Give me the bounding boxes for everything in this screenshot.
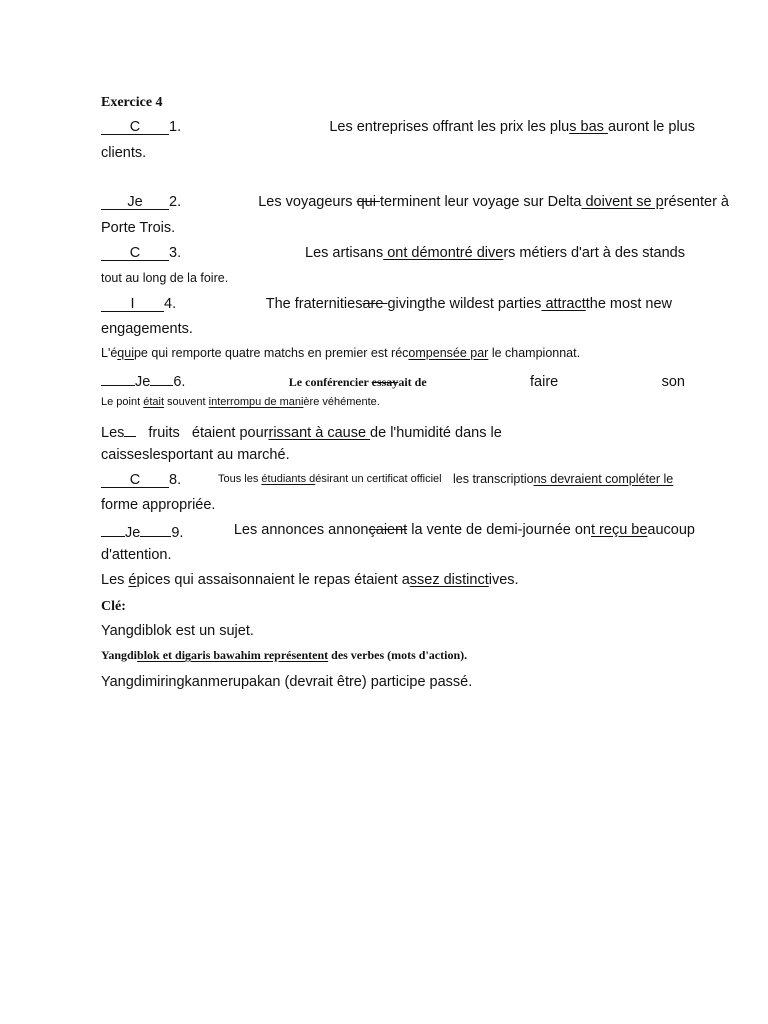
sentence-10: Les épices qui assaisonnaient le repas étaient assez distinctives.: [101, 572, 519, 588]
item-4: I 4. The fraternitiesare givingthe wildest parties attractthe most new: [101, 296, 672, 312]
item-6-continuation: Le point était souvent interrompu de manière véhémente.: [101, 396, 380, 408]
sentence-text: Le conférencier essayait de: [288, 375, 427, 389]
answer-blank-1[interactable]: C: [101, 120, 169, 135]
sentence-text: The fraternitiesare givingthe wildest parties attractthe most new: [265, 296, 672, 312]
answer-blank-8[interactable]: C: [101, 473, 169, 488]
exercise-title: Exercice 4: [101, 95, 163, 110]
item-7-continuation: caisseslesportant au marché.: [101, 447, 290, 463]
item-2-continuation: Porte Trois.: [101, 220, 176, 236]
item-1-continuation: clients.: [101, 145, 147, 161]
answer-blank-4[interactable]: I: [101, 297, 164, 312]
sentence-text: Les artisans ont démontré divers métiers d'art à des stands: [305, 245, 685, 261]
item-1: [101, 119, 695, 135]
sentence-text-2: les transcriptions devraient compléter le: [453, 472, 674, 486]
item-7: Les fruits étaient pourrissant à cause de l'humidité dans le: [101, 422, 502, 441]
item-8: C 8. Tous les étudiants désirant un certificat officiel les transcriptions devraient compléter le: [101, 472, 181, 488]
sentence-text: Tous les étudiants désirant un certificat officiel: [218, 473, 442, 485]
answer-6[interactable]: Je: [135, 374, 151, 390]
item-3-continuation: tout au long de la foire.: [101, 271, 229, 285]
answer-blank-3[interactable]: C: [101, 246, 169, 261]
item-number: 1.: [169, 119, 182, 135]
item-4-continuation: engagements.: [101, 321, 193, 337]
answer-9[interactable]: Je: [125, 525, 141, 541]
item-8-continuation: forme appropriée.: [101, 497, 216, 513]
item-9-continuation: d'attention.: [101, 547, 172, 563]
answer-blank-7[interactable]: [124, 422, 136, 437]
key-line-3: Yangdimiringkanmerupakan (devrait être) participe passé.: [101, 674, 473, 690]
item-9: Je 9. Les annonces annonçaient la vente de demi-journée ont reçu beaucoup: [101, 522, 695, 541]
sentence-text: Les voyageurs qui terminent leur voyage sur Delta doivent se présenter à: [258, 194, 729, 210]
item-3: C 3. Les artisans ont démontré divers métiers d'art à des stands: [101, 245, 685, 261]
item-2: Je 2. Les voyageurs qui terminent leur voyage sur Delta doivent se présenter à: [101, 194, 729, 210]
answer-blank-2[interactable]: Je: [101, 195, 169, 210]
key-line-1: Yangdiblok est un sujet.: [101, 623, 254, 639]
item-6: Je 6. Le conférencier essayait de faire son: [101, 371, 685, 390]
key-heading: Clé:: [101, 599, 126, 614]
key-line-2: Yangdiblok et digaris bawahim représentent des verbes (mots d'action).: [101, 648, 468, 662]
sentence-text: Les annonces annonçaient la vente de demi-journée ont reçu beaucoup: [233, 522, 695, 538]
sentence-5: L'équipe qui remporte quatre matchs en premier est récompensée par le championnat.: [101, 346, 581, 360]
sentence-text: Les entreprises offrant les prix les plus bas auront le plus: [329, 119, 695, 135]
